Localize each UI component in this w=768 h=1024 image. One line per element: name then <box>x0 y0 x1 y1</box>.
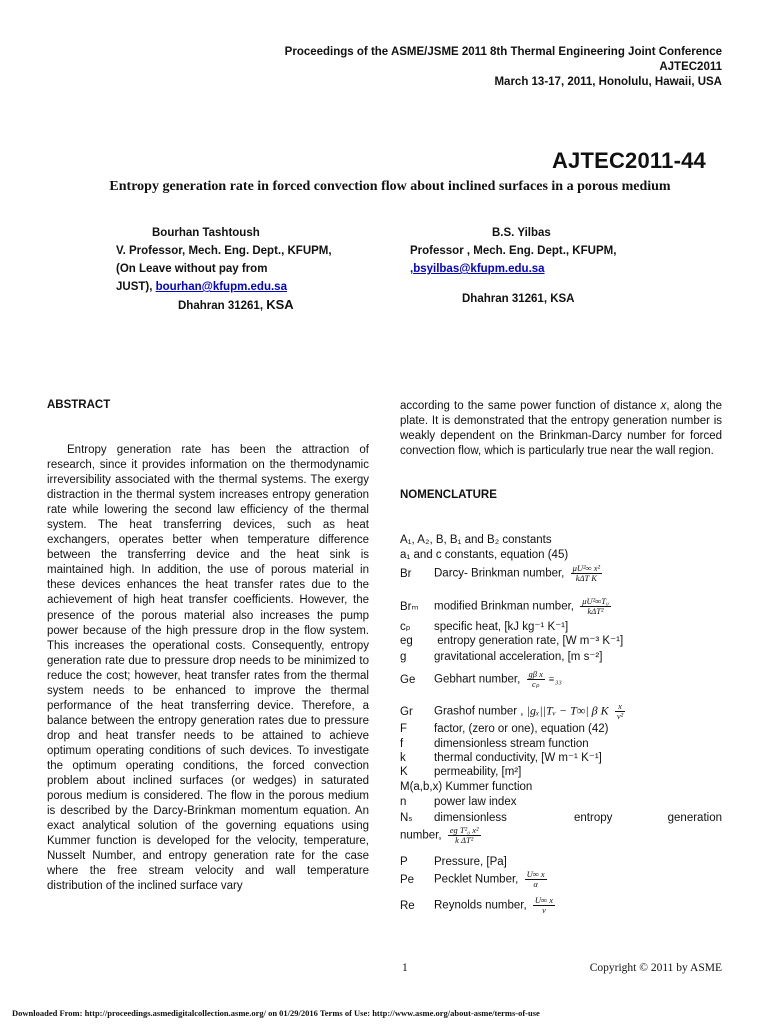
author-block-1 <box>116 224 376 315</box>
nomenclature-row-re: Re Reynolds number, $\frac{U\infty x}{\nu}$ <box>400 895 554 915</box>
nomenclature-row-f: F factor, (zero or one), equation (42) <box>400 723 609 735</box>
author-city: Dhahran 31261, KSA <box>462 293 575 305</box>
page-number: 1 <box>402 962 408 974</box>
nomenclature-heading: NOMENCLATURE <box>400 489 497 501</box>
author-block-2 <box>410 224 710 308</box>
download-notice: Downloaded From: http://proceedings.asmedigitalcollection.asme.org/ on 01/29/2016 Terms of Use: http://www.asme.org/about-asme/terms-of-use <box>12 1008 540 1018</box>
author-institution: JUST), bourhan@kfupm.edu.sa <box>116 281 287 293</box>
nomenclature-row-n: n power law index <box>400 796 517 808</box>
nomenclature-row-ns: Nₛ dimensionless entropy generation <box>400 812 722 824</box>
conference-name: Proceedings of the ASME/JSME 2011 8th Thermal Engineering Joint Conference <box>284 46 722 58</box>
author-name: B.S. Yilbas <box>492 227 551 239</box>
nomenclature-row-brm: Brₘ modified Brinkman number, $\frac{\text{μU²∞T₀}}{\text{kΔT²}}$ <box>400 596 609 616</box>
nomenclature-row-ge: Ge Gebhart number, $\frac{\text{gβ x}}{\text{cₚ}}$ ≡₃₃ <box>400 669 562 689</box>
br-fraction: $\frac{\text{μU²∞ x²}}{\text{kΔT K}}$ <box>572 563 601 583</box>
ns-fraction: $\frac{\text{eɡ T²₀ x²}}{\text{k ΔT²}}$ <box>449 825 479 845</box>
author-name: Bourhan Tashtoush <box>152 227 260 239</box>
nomenclature-row-cp: cₚ specific heat, [kJ kg⁻¹ K⁻¹] <box>400 621 569 633</box>
nomenclature-row-eg: eɡ entropy generation rate, [W m⁻³ K⁻¹] <box>400 635 624 647</box>
nomenclature-row-pe: Pe Pecklet Number, $\frac{U\infty x}{\alpha}$ <box>400 869 545 889</box>
nomenclature-row-stream: f dimensionless stream function <box>400 738 589 750</box>
conference-date: March 13-17, 2011, Honolulu, Hawaii, USA <box>494 76 722 88</box>
paper-title: Entropy generation rate in forced convection flow about inclined surfaces in a porous medium <box>109 179 671 194</box>
conference-code: AJTEC2011 <box>659 61 722 73</box>
author-email <box>410 260 710 278</box>
nomenclature-row-br: Br Darcy- Brinkman number, $\frac{\text{μU²∞ x²}}{\text{kΔT K}}$ <box>400 563 601 583</box>
author-position: Professor , Mech. Eng. Dept., KFUPM, <box>410 245 617 257</box>
nomenclature-row-permeability: K permeability, [m²] <box>400 766 522 778</box>
re-fraction: $\frac{U\infty x}{\nu}$ <box>534 895 554 915</box>
ge-fraction: $\frac{\text{gβ x}}{\text{cₚ}}$ <box>528 669 543 689</box>
nomenclature-row-p: P Pressure, [Pa] <box>400 856 507 868</box>
paper-id: AJTEC2011-44 <box>551 148 706 173</box>
brm-fraction: $\frac{\text{μU²∞T₀}}{\text{kΔT²}}$ <box>582 596 609 616</box>
abstract-continued: according to the same power function of distance x, along the plate. It is demonstrated that the entropy generation number is weakly dependent on the Brinkman-Darcy number for forced convection flow, which is particularly true near the wall region. <box>400 400 722 458</box>
author-email-link[interactable]: bourhan@kfupm.edu.sa <box>155 281 287 293</box>
nomenclature-constants-2: a₁ and c constants, equation (45) <box>400 549 569 561</box>
copyright-notice: Copyright © 2011 by ASME <box>589 962 722 974</box>
nomenclature-constants: A₁, A₂, B, B₁ and B₂ constants <box>400 534 552 546</box>
nomenclature-row-kummer: M(a,b,x) Kummer function <box>400 781 533 793</box>
nomenclature-row-g: g gravitational acceleration, [m s⁻²] <box>400 651 603 663</box>
nomenclature-row-gr: Gr Grashof number , |gₓ||Tᵥ − T∞| β K $\frac{x}{\text{ν²}}$ <box>400 701 624 721</box>
nomenclature-row-k: k thermal conductivity, [W m⁻¹ K⁻¹] <box>400 752 602 764</box>
pe-fraction: $\frac{U\infty x}{\alpha}$ <box>526 869 545 889</box>
author-email-link[interactable]: ,bsyilbas@kfupm.edu.sa <box>410 263 545 275</box>
abstract-heading: ABSTRACT <box>47 399 111 411</box>
nomenclature-row-ns-cont: number, $\frac{\text{eɡ T²₀ x²}}{\text{k ΔT²}}$ <box>400 825 479 845</box>
abstract-text: Entropy generation rate has been the attraction of research, since it provides information on the thermodynamic irreversibility associated with the thermal systems. The exergy distraction in the thermal system increases entropy generation rate while lowering the second law efficiency of the thermal system. The heat transferring devices, such as heat exchangers, operates better when temperature difference between the transferring device and the heat sink is maintained high. In addition, the use of porous material in these devices enhances the heat transfer rates due to the achievement of high heat transfer coefficients. However, the presence of the porous material also increases the pump power because of the high pressure drop in the flow system. This increases the operational costs. Consequently, entropy generation rate due to pressure drop needs to be minimized to reduce the cost; however, heat transfer rates from the thermal system needs to be enhanced to improve the thermal performance of the heat transferring device. Therefore, a balance between the entropy generation rates due to pressure drop and heat transfer needs to be attained to achieve optimum operating conditions of such devices. To investigate the optimum operating conditions, the forced convection problem about inclined surfaces (or wedges) in saturated porous medium is considered. The flow in the porous medium is described by the Darcy-Brinkman momentum equation. An exact analytical solution of the governing equations using Kummer function is developed for the velocity, temperature, Nusselt Number, and entropy generation rate for the case where the free stream velocity and wall temperature distribution of the inclined surface vary <box>47 444 369 893</box>
author-leave-note: (On Leave without pay from <box>116 263 268 275</box>
author-position: V. Professor, Mech. Eng. Dept., KFUPM, <box>116 245 332 257</box>
conference-header <box>285 45 722 90</box>
author-city: Dhahran 31261, KSA <box>178 297 294 312</box>
gr-fraction: $\frac{x}{\text{ν²}}$ <box>616 701 624 721</box>
